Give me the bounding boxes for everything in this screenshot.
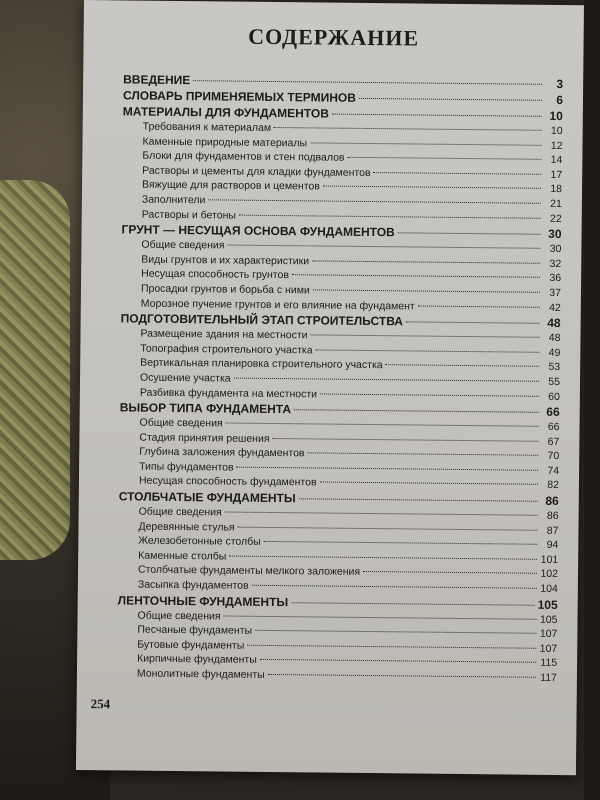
toc-entry-page: 14 [550, 154, 563, 167]
toc-entry-page: 18 [550, 183, 563, 196]
toc-entry-label: ВВЕДЕНИЕ [123, 72, 191, 88]
leader-dots [237, 466, 539, 470]
toc-entry-page: 36 [549, 272, 562, 285]
toc-entry-page: 67 [547, 435, 560, 448]
leader-dots [260, 659, 536, 663]
toc-entry-page: 53 [548, 361, 561, 374]
leader-dots [363, 571, 537, 574]
toc-entry-page: 87 [546, 524, 559, 537]
toc-entry-page: 32 [549, 257, 562, 270]
leader-dots [332, 114, 542, 117]
toc-entry-page: 12 [550, 139, 563, 152]
toc-entry-label: Растворы и цементы для кладки фундаментов [142, 164, 371, 179]
leader-dots [268, 674, 536, 678]
toc-entry-page: 21 [550, 197, 562, 210]
book-page [76, 0, 584, 775]
toc-entry-label: Глубина заложения фундаментов [139, 445, 305, 460]
toc-entry-label: СЛОВАРЬ ПРИМЕНЯЕМЫХ ТЕРМИНОВ [122, 88, 356, 105]
page-edge-shadow [584, 0, 600, 800]
toc-entry-page: 6 [556, 92, 564, 108]
toc-entry-page: 74 [547, 464, 560, 477]
leader-dots [299, 498, 538, 502]
toc-entry-label: ПОДГОТОВИТЕЛЬНЫЙ ЭТАП СТРОИТЕЛЬСТВА [120, 311, 404, 329]
toc-entry-label: Вяжущие для растворов и цементов [142, 178, 320, 193]
toc-entry-label: Деревянные стулья [138, 520, 235, 534]
toc-entry-label: МАТЕРИАЛЫ ДЛЯ ФУНДАМЕНТОВ [122, 104, 330, 121]
leader-dots [374, 172, 542, 175]
toc-entry-page: 101 [540, 553, 559, 566]
toc-entry-page: 107 [539, 642, 558, 655]
leader-dots [323, 186, 541, 189]
toc-entry-label: Засыпка фундаментов [137, 578, 249, 592]
toc-entry-label: Монолитные фундаменты [136, 667, 265, 681]
leader-dots [310, 142, 541, 145]
toc-entry-label: Кирпичные фундаменты [137, 652, 257, 667]
leader-dots [229, 555, 537, 559]
leader-dots [291, 602, 534, 606]
leader-dots [311, 335, 540, 338]
leader-dots [316, 349, 540, 352]
leader-dots [312, 260, 540, 263]
leader-dots [359, 98, 542, 101]
toc-entry-page: 22 [549, 212, 562, 225]
toc-entry-label: Железобетонные столбы [138, 534, 261, 549]
toc-entry-page: 30 [549, 243, 562, 256]
leader-dots [224, 615, 537, 619]
toc-entry-label: Топография строительного участка [140, 342, 313, 357]
toc-entry-label: ЛЕНТОЧНЫЕ ФУНДАМЕНТЫ [117, 593, 289, 609]
leader-dots [292, 275, 540, 279]
toc-entry-label: Общие сведения [137, 609, 221, 623]
toc-entry-label: Размещение здания на местности [140, 327, 308, 342]
toc-entry-label: Стадия принятия решения [139, 431, 270, 445]
toc-entry-label: ВЫБОР ТИПА ФУНДАМЕНТА [119, 400, 292, 417]
toc-entry-page: 10 [550, 124, 563, 138]
toc-entry-page: 66 [546, 404, 560, 420]
toc-entry-page: 86 [545, 493, 559, 509]
toc-entry-label: Разбивка фундамента на местности [139, 386, 318, 400]
leader-dots [386, 364, 540, 367]
toc-entry-page: 82 [547, 479, 560, 492]
toc-entry-page: 105 [537, 597, 558, 612]
toc-entry-page: 17 [550, 168, 563, 181]
toc-entry-page: 10 [549, 108, 563, 124]
leader-dots [320, 482, 538, 485]
toc-entry-label: ГРУНТ — НЕСУЩАЯ ОСНОВА ФУНДАМЕНТОВ [121, 222, 395, 240]
toc-entry-page: 48 [547, 315, 561, 331]
toc-entry-label: Несущая способность фундаментов [138, 475, 317, 489]
toc-entry-label: Столбчатые фундаменты мелкого заложения [137, 564, 361, 579]
toc-entry-label: Просадки грунтов и борьба с ними [140, 282, 310, 297]
leader-dots [274, 127, 542, 131]
leader-dots [418, 305, 540, 307]
table-of-contents [117, 72, 563, 686]
leader-dots [252, 585, 537, 589]
leader-dots [255, 630, 536, 634]
toc-entry-label: Песчаные фундаменты [137, 623, 253, 638]
leader-dots [239, 214, 541, 218]
toc-entry-page: 115 [540, 657, 558, 670]
toc-entry-label: Типы фундаментов [139, 460, 234, 474]
toc-entry-page: 49 [548, 346, 561, 359]
toc-entry-label: Вертикальная планировка строительного участка [140, 356, 383, 372]
toc-entry-label: Виды грунтов и их характеристики [141, 253, 310, 268]
toc-entry-label: Растворы и бетоны [141, 208, 237, 222]
toc-entry-page: 70 [547, 450, 560, 463]
leader-dots [348, 157, 542, 160]
leader-dots [294, 409, 539, 413]
toc-entry-page: 86 [546, 509, 559, 523]
leader-dots [228, 245, 541, 249]
toc-entry-page: 55 [548, 375, 561, 388]
knitted-fabric [0, 180, 70, 560]
toc-entry-label: Общие сведения [141, 238, 225, 252]
leader-dots [313, 289, 540, 292]
toc-entry-page: 3 [556, 76, 564, 92]
toc-entry-page: 117 [540, 671, 557, 684]
leader-dots [226, 423, 539, 427]
leader-dots [247, 645, 536, 649]
leader-dots [273, 438, 539, 442]
leader-dots [308, 453, 539, 456]
leader-dots [225, 512, 538, 516]
page-number: 254 [90, 696, 111, 712]
toc-entry-page: 42 [549, 301, 561, 314]
leader-dots [406, 322, 540, 324]
leader-dots [234, 377, 539, 381]
toc-entry-page: 94 [546, 539, 559, 552]
leader-dots [264, 541, 538, 545]
toc-entry-page: 105 [539, 613, 558, 626]
toc-entry-label: Морозное пучение грунтов и его влияние на фундамент [140, 297, 415, 313]
page-title: СОДЕРЖАНИЕ [248, 23, 420, 51]
toc-entry-page: 102 [540, 568, 559, 581]
leader-dots [320, 393, 539, 396]
toc-entry-label: Заполнители [141, 193, 206, 207]
toc-entry-page: 60 [548, 390, 560, 403]
toc-entry-label: Каменные природные материалы [142, 135, 308, 149]
toc-entry-label: Каменные столбы [138, 549, 227, 563]
toc-entry-page: 107 [539, 628, 558, 641]
toc-entry-page: 30 [548, 227, 562, 242]
toc-entry-page: 66 [547, 420, 560, 434]
toc-entry-label: Блоки для фундаментов и стен подвалов [142, 149, 345, 164]
leader-dots [193, 80, 542, 85]
toc-entry-page: 48 [548, 332, 561, 345]
toc-entry-label: Осушение участка [139, 371, 231, 385]
leader-dots [398, 232, 541, 234]
toc-entry-page: 104 [540, 582, 558, 596]
leader-dots [238, 526, 538, 530]
toc-entry-label: Бутовые фундаменты [137, 638, 245, 652]
leader-dots [208, 199, 541, 203]
toc-entry-label: Общие сведения [138, 505, 222, 519]
toc-entry-label: Несущая способность грунтов [141, 267, 289, 282]
toc-entry-label: СТОЛБЧАТЫЕ ФУНДАМЕНТЫ [118, 489, 296, 506]
toc-entry-label: Требования к материалам [142, 120, 272, 134]
toc-entry-page: 37 [549, 286, 562, 299]
toc-entry-label: Общие сведения [139, 416, 223, 430]
